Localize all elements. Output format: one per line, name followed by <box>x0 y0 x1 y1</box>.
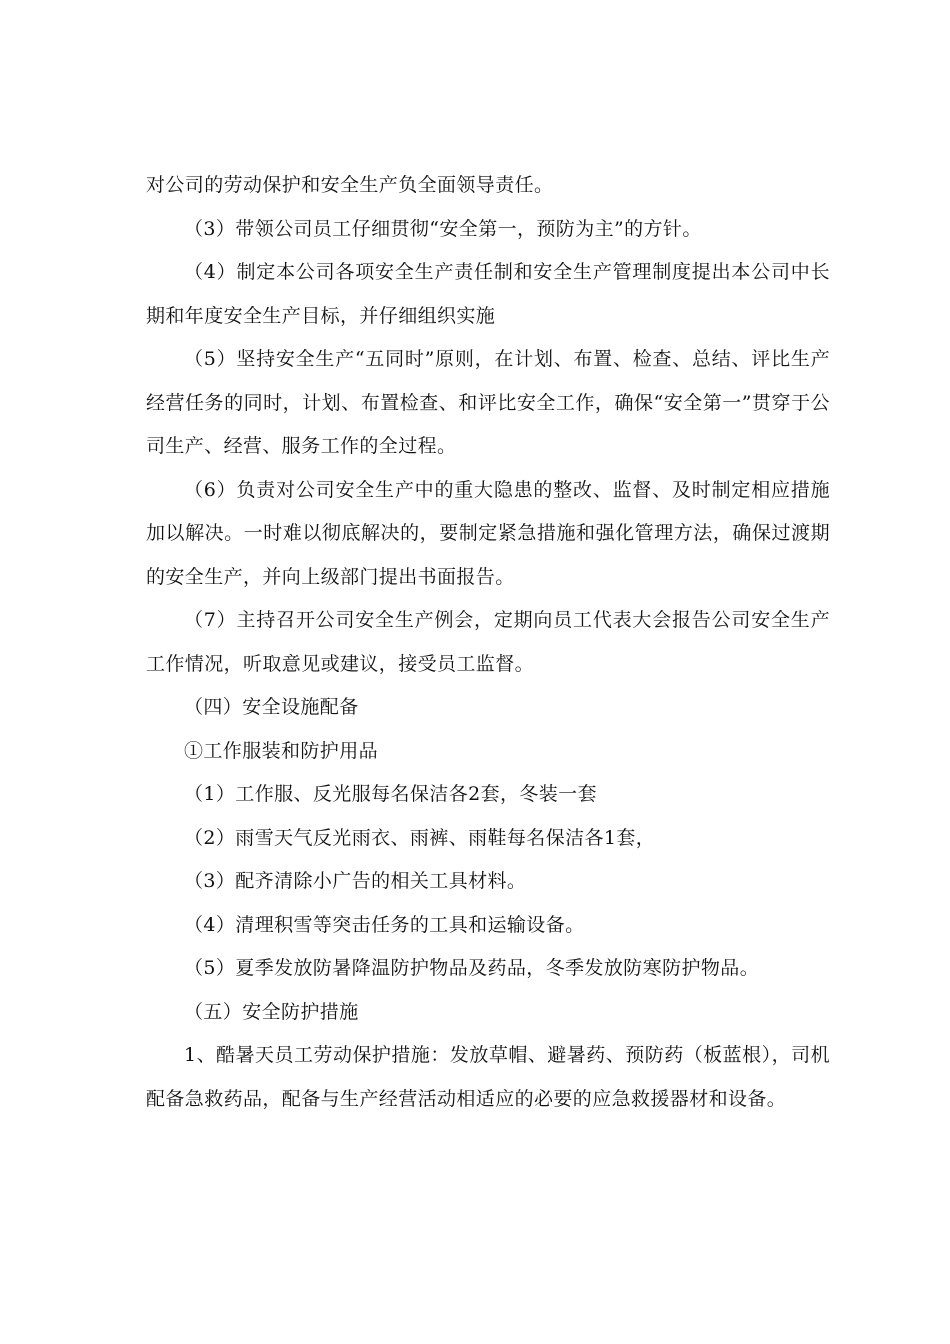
list-item-5: （5）夏季发放防暑降温防护物品及药品，冬季发放防寒防护物品。 <box>184 957 760 979</box>
paragraph-6: （7）主持召开公司安全生产例会，定期向员工代表大会报告公司安全生产工作情况，听取意见或建议，接受员工监督。 <box>146 609 830 675</box>
list-item-1: （1）工作服、反光服每名保洁各2套，冬装一套 <box>184 783 597 805</box>
paragraph-2: （3）带领公司员工仔细贯彻“安全第一，预防为主”的方针。 <box>184 217 702 240</box>
document-body <box>146 164 830 1121</box>
section-heading-safety-facilities: （四）安全设施配备 <box>184 696 359 718</box>
list-item-3: （3）配齐清除小广告的相关工具材料。 <box>184 870 527 892</box>
list-item-2: （2）雨雪天气反光雨衣、雨裤、雨鞋每名保洁各1套， <box>184 826 656 849</box>
paragraph-measures-1: 1、酷暑天员工劳动保护措施：发放草帽、避暑药、预防药（板蓝根），司机配备急救药品，配备与生产经营活动相适应的必要的应急救援器材和设备。 <box>146 1044 830 1110</box>
list-item-4: （4）清理积雪等突击任务的工具和运输设备。 <box>184 913 585 936</box>
section-heading-safety-measures: （五）安全防护措施 <box>184 1000 359 1023</box>
paragraph-1: 对公司的劳动保护和安全生产负全面领导责任。 <box>146 174 554 196</box>
subheading-workwear: ①工作服装和防护用品 <box>184 739 379 762</box>
paragraph-3: （4）制定本公司各项安全生产责任制和安全生产管理制度提出本公司中长期和年度安全生产目标，并仔细组织实施 <box>146 261 830 327</box>
paragraph-4: （5）坚持安全生产“五同时”原则，在计划、布置、检查、总结、评比生产经营任务的同时，计划、布置检查、和评比安全工作，确保“安全第一”贯穿于公司生产、经营、服务工作的全过程。 <box>146 348 830 457</box>
paragraph-5: （6）负责对公司安全生产中的重大隐患的整改、监督、及时制定相应措施加以解决。一时难以彻底解决的，要制定紧急措施和强化管理方法，确保过渡期的安全生产，并向上级部门提出书面报告。 <box>146 478 830 588</box>
